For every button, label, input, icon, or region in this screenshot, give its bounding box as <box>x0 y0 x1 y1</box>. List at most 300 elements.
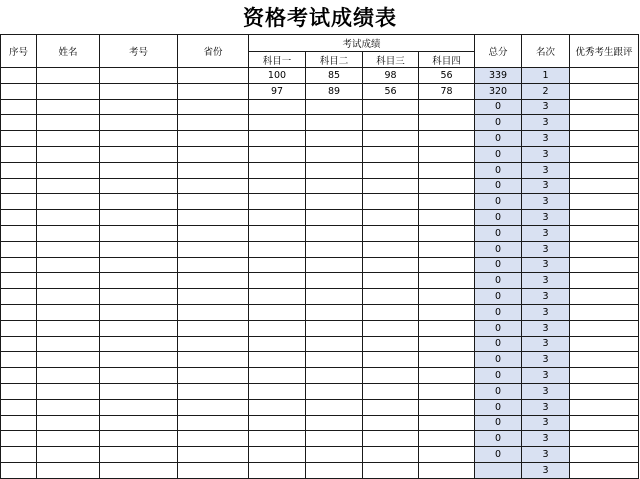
cell-seq[interactable] <box>1 241 37 257</box>
cell-total[interactable] <box>475 462 522 478</box>
cell-rank[interactable]: 3 <box>522 162 570 178</box>
cell-seq[interactable] <box>1 225 37 241</box>
cell-tracking[interactable] <box>570 162 639 178</box>
cell-total[interactable]: 0 <box>475 415 522 431</box>
cell-province[interactable] <box>178 399 249 415</box>
cell-subject1[interactable] <box>249 352 306 368</box>
cell-subject4[interactable] <box>419 462 475 478</box>
cell-province[interactable] <box>178 241 249 257</box>
cell-province[interactable] <box>178 304 249 320</box>
cell-rank[interactable]: 3 <box>522 368 570 384</box>
cell-subject3[interactable] <box>363 368 419 384</box>
cell-tracking[interactable] <box>570 352 639 368</box>
cell-province[interactable] <box>178 273 249 289</box>
cell-province[interactable] <box>178 131 249 147</box>
cell-province[interactable] <box>178 83 249 99</box>
cell-name[interactable] <box>37 115 100 131</box>
cell-rank[interactable]: 3 <box>522 115 570 131</box>
cell-tracking[interactable] <box>570 431 639 447</box>
cell-exam-no[interactable] <box>100 304 178 320</box>
cell-subject3[interactable]: 56 <box>363 83 419 99</box>
cell-name[interactable] <box>37 431 100 447</box>
cell-tracking[interactable] <box>570 241 639 257</box>
cell-tracking[interactable] <box>570 146 639 162</box>
cell-subject2[interactable] <box>306 194 363 210</box>
cell-exam-no[interactable] <box>100 178 178 194</box>
cell-total[interactable]: 0 <box>475 383 522 399</box>
cell-seq[interactable] <box>1 352 37 368</box>
cell-seq[interactable] <box>1 83 37 99</box>
cell-province[interactable] <box>178 225 249 241</box>
cell-subject3[interactable] <box>363 415 419 431</box>
cell-name[interactable] <box>37 462 100 478</box>
cell-subject2[interactable] <box>306 336 363 352</box>
cell-rank[interactable]: 3 <box>522 431 570 447</box>
cell-subject1[interactable]: 100 <box>249 68 306 84</box>
cell-seq[interactable] <box>1 415 37 431</box>
cell-name[interactable] <box>37 289 100 305</box>
cell-seq[interactable] <box>1 99 37 115</box>
cell-subject1[interactable] <box>249 178 306 194</box>
cell-province[interactable] <box>178 383 249 399</box>
cell-exam-no[interactable] <box>100 336 178 352</box>
cell-subject4[interactable]: 78 <box>419 83 475 99</box>
cell-exam-no[interactable] <box>100 399 178 415</box>
cell-total[interactable]: 0 <box>475 431 522 447</box>
cell-province[interactable] <box>178 194 249 210</box>
cell-subject1[interactable] <box>249 447 306 463</box>
cell-name[interactable] <box>37 447 100 463</box>
cell-name[interactable] <box>37 162 100 178</box>
cell-exam-no[interactable] <box>100 352 178 368</box>
cell-total[interactable]: 0 <box>475 241 522 257</box>
cell-tracking[interactable] <box>570 399 639 415</box>
cell-rank[interactable]: 3 <box>522 352 570 368</box>
cell-name[interactable] <box>37 178 100 194</box>
cell-rank[interactable]: 3 <box>522 194 570 210</box>
cell-subject2[interactable]: 85 <box>306 68 363 84</box>
cell-exam-no[interactable] <box>100 225 178 241</box>
cell-subject4[interactable] <box>419 146 475 162</box>
cell-province[interactable] <box>178 257 249 273</box>
cell-subject3[interactable] <box>363 336 419 352</box>
cell-total[interactable]: 0 <box>475 273 522 289</box>
cell-subject4[interactable] <box>419 447 475 463</box>
cell-exam-no[interactable] <box>100 162 178 178</box>
cell-subject3[interactable] <box>363 162 419 178</box>
cell-exam-no[interactable] <box>100 383 178 399</box>
cell-seq[interactable] <box>1 462 37 478</box>
cell-name[interactable] <box>37 99 100 115</box>
cell-subject1[interactable] <box>249 257 306 273</box>
cell-name[interactable] <box>37 257 100 273</box>
cell-subject4[interactable] <box>419 194 475 210</box>
cell-rank[interactable]: 3 <box>522 383 570 399</box>
cell-subject1[interactable] <box>249 131 306 147</box>
cell-tracking[interactable] <box>570 178 639 194</box>
cell-subject3[interactable]: 98 <box>363 68 419 84</box>
cell-name[interactable] <box>37 131 100 147</box>
cell-total[interactable]: 0 <box>475 257 522 273</box>
cell-subject3[interactable] <box>363 352 419 368</box>
cell-exam-no[interactable] <box>100 99 178 115</box>
cell-subject1[interactable] <box>249 383 306 399</box>
cell-subject1[interactable] <box>249 162 306 178</box>
cell-rank[interactable]: 3 <box>522 146 570 162</box>
cell-subject2[interactable] <box>306 447 363 463</box>
cell-subject3[interactable] <box>363 447 419 463</box>
cell-subject1[interactable] <box>249 368 306 384</box>
cell-subject4[interactable] <box>419 399 475 415</box>
cell-name[interactable] <box>37 368 100 384</box>
cell-rank[interactable]: 3 <box>522 289 570 305</box>
cell-rank[interactable]: 1 <box>522 68 570 84</box>
header-tracking[interactable]: 优秀考生跟评 <box>570 35 639 68</box>
header-rank[interactable]: 名次 <box>522 35 570 68</box>
cell-name[interactable] <box>37 241 100 257</box>
cell-subject2[interactable] <box>306 162 363 178</box>
cell-name[interactable] <box>37 225 100 241</box>
cell-tracking[interactable] <box>570 83 639 99</box>
cell-subject1[interactable] <box>249 210 306 226</box>
cell-tracking[interactable] <box>570 415 639 431</box>
cell-province[interactable] <box>178 415 249 431</box>
cell-subject4[interactable]: 56 <box>419 68 475 84</box>
cell-province[interactable] <box>178 289 249 305</box>
cell-subject4[interactable] <box>419 304 475 320</box>
cell-subject4[interactable] <box>419 289 475 305</box>
cell-subject1[interactable] <box>249 225 306 241</box>
cell-subject1[interactable] <box>249 146 306 162</box>
cell-subject3[interactable] <box>363 210 419 226</box>
cell-subject3[interactable] <box>363 115 419 131</box>
cell-subject4[interactable] <box>419 99 475 115</box>
header-province[interactable]: 省份 <box>178 35 249 68</box>
cell-seq[interactable] <box>1 257 37 273</box>
cell-rank[interactable]: 3 <box>522 415 570 431</box>
cell-subject4[interactable] <box>419 415 475 431</box>
cell-province[interactable] <box>178 68 249 84</box>
cell-subject4[interactable] <box>419 352 475 368</box>
cell-total[interactable]: 0 <box>475 352 522 368</box>
cell-tracking[interactable] <box>570 462 639 478</box>
cell-subject3[interactable] <box>363 225 419 241</box>
cell-province[interactable] <box>178 368 249 384</box>
cell-subject1[interactable] <box>249 304 306 320</box>
cell-subject1[interactable] <box>249 336 306 352</box>
cell-exam-no[interactable] <box>100 210 178 226</box>
cell-rank[interactable]: 3 <box>522 257 570 273</box>
cell-exam-no[interactable] <box>100 194 178 210</box>
cell-total[interactable]: 0 <box>475 131 522 147</box>
cell-rank[interactable]: 3 <box>522 210 570 226</box>
cell-tracking[interactable] <box>570 304 639 320</box>
cell-subject2[interactable] <box>306 415 363 431</box>
header-subject1[interactable]: 科目一 <box>249 52 306 68</box>
cell-total[interactable]: 0 <box>475 162 522 178</box>
cell-exam-no[interactable] <box>100 115 178 131</box>
cell-subject1[interactable] <box>249 241 306 257</box>
cell-subject1[interactable] <box>249 431 306 447</box>
cell-subject3[interactable] <box>363 131 419 147</box>
cell-subject3[interactable] <box>363 399 419 415</box>
cell-seq[interactable] <box>1 194 37 210</box>
cell-province[interactable] <box>178 115 249 131</box>
cell-seq[interactable] <box>1 304 37 320</box>
cell-rank[interactable]: 3 <box>522 399 570 415</box>
cell-subject3[interactable] <box>363 304 419 320</box>
cell-tracking[interactable] <box>570 383 639 399</box>
cell-subject1[interactable] <box>249 194 306 210</box>
cell-seq[interactable] <box>1 368 37 384</box>
cell-total[interactable]: 320 <box>475 83 522 99</box>
cell-subject4[interactable] <box>419 178 475 194</box>
cell-subject4[interactable] <box>419 273 475 289</box>
cell-total[interactable]: 0 <box>475 304 522 320</box>
cell-name[interactable] <box>37 194 100 210</box>
cell-tracking[interactable] <box>570 257 639 273</box>
cell-subject1[interactable] <box>249 415 306 431</box>
cell-exam-no[interactable] <box>100 431 178 447</box>
cell-subject2[interactable] <box>306 368 363 384</box>
cell-exam-no[interactable] <box>100 83 178 99</box>
cell-exam-no[interactable] <box>100 368 178 384</box>
cell-subject1[interactable] <box>249 399 306 415</box>
cell-subject3[interactable] <box>363 273 419 289</box>
cell-rank[interactable]: 3 <box>522 225 570 241</box>
cell-province[interactable] <box>178 210 249 226</box>
header-exam-no[interactable]: 考号 <box>100 35 178 68</box>
cell-name[interactable] <box>37 415 100 431</box>
cell-tracking[interactable] <box>570 368 639 384</box>
cell-total[interactable]: 0 <box>475 336 522 352</box>
cell-rank[interactable]: 2 <box>522 83 570 99</box>
cell-tracking[interactable] <box>570 273 639 289</box>
cell-rank[interactable]: 3 <box>522 447 570 463</box>
cell-total[interactable]: 0 <box>475 225 522 241</box>
cell-name[interactable] <box>37 320 100 336</box>
cell-total[interactable]: 339 <box>475 68 522 84</box>
cell-subject3[interactable] <box>363 431 419 447</box>
cell-subject3[interactable] <box>363 257 419 273</box>
cell-tracking[interactable] <box>570 447 639 463</box>
cell-rank[interactable]: 3 <box>522 131 570 147</box>
cell-subject4[interactable] <box>419 431 475 447</box>
cell-province[interactable] <box>178 320 249 336</box>
cell-subject3[interactable] <box>363 178 419 194</box>
cell-subject3[interactable] <box>363 289 419 305</box>
cell-seq[interactable] <box>1 399 37 415</box>
header-subject3[interactable]: 科目三 <box>363 52 419 68</box>
cell-tracking[interactable] <box>570 225 639 241</box>
cell-subject2[interactable] <box>306 399 363 415</box>
cell-exam-no[interactable] <box>100 68 178 84</box>
cell-exam-no[interactable] <box>100 273 178 289</box>
cell-subject4[interactable] <box>419 131 475 147</box>
cell-seq[interactable] <box>1 431 37 447</box>
cell-total[interactable]: 0 <box>475 178 522 194</box>
cell-subject3[interactable] <box>363 462 419 478</box>
cell-total[interactable]: 0 <box>475 210 522 226</box>
cell-seq[interactable] <box>1 162 37 178</box>
header-seq[interactable]: 序号 <box>1 35 37 68</box>
cell-name[interactable] <box>37 210 100 226</box>
cell-subject2[interactable] <box>306 320 363 336</box>
cell-seq[interactable] <box>1 383 37 399</box>
cell-tracking[interactable] <box>570 68 639 84</box>
cell-tracking[interactable] <box>570 320 639 336</box>
cell-subject2[interactable] <box>306 304 363 320</box>
cell-province[interactable] <box>178 178 249 194</box>
cell-rank[interactable]: 3 <box>522 304 570 320</box>
cell-name[interactable] <box>37 336 100 352</box>
cell-seq[interactable] <box>1 336 37 352</box>
cell-subject2[interactable] <box>306 462 363 478</box>
cell-subject4[interactable] <box>419 336 475 352</box>
cell-province[interactable] <box>178 352 249 368</box>
cell-exam-no[interactable] <box>100 447 178 463</box>
cell-rank[interactable]: 3 <box>522 178 570 194</box>
cell-tracking[interactable] <box>570 131 639 147</box>
cell-province[interactable] <box>178 162 249 178</box>
cell-subject2[interactable] <box>306 289 363 305</box>
cell-exam-no[interactable] <box>100 320 178 336</box>
cell-subject1[interactable] <box>249 273 306 289</box>
cell-subject1[interactable] <box>249 289 306 305</box>
cell-subject3[interactable] <box>363 99 419 115</box>
cell-seq[interactable] <box>1 146 37 162</box>
cell-exam-no[interactable] <box>100 146 178 162</box>
cell-subject1[interactable] <box>249 115 306 131</box>
cell-subject2[interactable]: 89 <box>306 83 363 99</box>
cell-tracking[interactable] <box>570 289 639 305</box>
cell-total[interactable]: 0 <box>475 194 522 210</box>
cell-rank[interactable]: 3 <box>522 99 570 115</box>
cell-tracking[interactable] <box>570 99 639 115</box>
cell-subject4[interactable] <box>419 162 475 178</box>
cell-total[interactable]: 0 <box>475 399 522 415</box>
cell-subject1[interactable] <box>249 99 306 115</box>
cell-province[interactable] <box>178 447 249 463</box>
cell-province[interactable] <box>178 336 249 352</box>
cell-subject1[interactable]: 97 <box>249 83 306 99</box>
table-row <box>1 146 639 162</box>
header-total[interactable]: 总分 <box>475 35 522 68</box>
header-scores-group[interactable]: 考试成绩 <box>249 35 475 52</box>
cell-seq[interactable] <box>1 115 37 131</box>
cell-subject1[interactable] <box>249 320 306 336</box>
cell-exam-no[interactable] <box>100 289 178 305</box>
cell-subject2[interactable] <box>306 383 363 399</box>
cell-subject3[interactable] <box>363 146 419 162</box>
cell-subject2[interactable] <box>306 131 363 147</box>
cell-exam-no[interactable] <box>100 131 178 147</box>
cell-subject2[interactable] <box>306 115 363 131</box>
cell-name[interactable] <box>37 383 100 399</box>
cell-subject3[interactable] <box>363 241 419 257</box>
header-name[interactable]: 姓名 <box>37 35 100 68</box>
cell-province[interactable] <box>178 99 249 115</box>
cell-seq[interactable] <box>1 273 37 289</box>
cell-subject2[interactable] <box>306 241 363 257</box>
cell-subject2[interactable] <box>306 431 363 447</box>
cell-tracking[interactable] <box>570 194 639 210</box>
cell-rank[interactable]: 3 <box>522 320 570 336</box>
cell-seq[interactable] <box>1 289 37 305</box>
cell-subject2[interactable] <box>306 99 363 115</box>
cell-tracking[interactable] <box>570 210 639 226</box>
header-subject2[interactable]: 科目二 <box>306 52 363 68</box>
cell-rank[interactable]: 3 <box>522 273 570 289</box>
cell-subject3[interactable] <box>363 320 419 336</box>
cell-subject2[interactable] <box>306 352 363 368</box>
cell-name[interactable] <box>37 68 100 84</box>
cell-tracking[interactable] <box>570 336 639 352</box>
cell-subject3[interactable] <box>363 194 419 210</box>
cell-subject2[interactable] <box>306 273 363 289</box>
cell-subject4[interactable] <box>419 368 475 384</box>
cell-seq[interactable] <box>1 178 37 194</box>
cell-name[interactable] <box>37 352 100 368</box>
cell-seq[interactable] <box>1 210 37 226</box>
cell-seq[interactable] <box>1 320 37 336</box>
cell-province[interactable] <box>178 146 249 162</box>
cell-subject2[interactable] <box>306 210 363 226</box>
cell-rank[interactable]: 3 <box>522 462 570 478</box>
cell-subject4[interactable] <box>419 257 475 273</box>
cell-subject4[interactable] <box>419 115 475 131</box>
cell-exam-no[interactable] <box>100 462 178 478</box>
cell-subject2[interactable] <box>306 146 363 162</box>
cell-exam-no[interactable] <box>100 257 178 273</box>
cell-exam-no[interactable] <box>100 415 178 431</box>
cell-subject2[interactable] <box>306 225 363 241</box>
cell-total[interactable]: 0 <box>475 146 522 162</box>
cell-total[interactable]: 0 <box>475 99 522 115</box>
cell-name[interactable] <box>37 146 100 162</box>
cell-name[interactable] <box>37 273 100 289</box>
cell-subject1[interactable] <box>249 462 306 478</box>
cell-total[interactable]: 0 <box>475 447 522 463</box>
cell-subject4[interactable] <box>419 383 475 399</box>
cell-province[interactable] <box>178 462 249 478</box>
cell-exam-no[interactable] <box>100 241 178 257</box>
cell-subject2[interactable] <box>306 178 363 194</box>
cell-rank[interactable]: 3 <box>522 336 570 352</box>
cell-rank[interactable]: 3 <box>522 241 570 257</box>
cell-subject3[interactable] <box>363 383 419 399</box>
cell-seq[interactable] <box>1 68 37 84</box>
header-subject4[interactable]: 科目四 <box>419 52 475 68</box>
cell-subject2[interactable] <box>306 257 363 273</box>
cell-total[interactable]: 0 <box>475 115 522 131</box>
cell-name[interactable] <box>37 304 100 320</box>
cell-tracking[interactable] <box>570 115 639 131</box>
cell-seq[interactable] <box>1 447 37 463</box>
cell-name[interactable] <box>37 399 100 415</box>
table-row <box>1 68 639 84</box>
cell-subject4[interactable] <box>419 320 475 336</box>
cell-subject4[interactable] <box>419 225 475 241</box>
cell-name[interactable] <box>37 83 100 99</box>
cell-subject4[interactable] <box>419 210 475 226</box>
cell-seq[interactable] <box>1 131 37 147</box>
cell-subject4[interactable] <box>419 241 475 257</box>
cell-total[interactable]: 0 <box>475 368 522 384</box>
cell-total[interactable]: 0 <box>475 289 522 305</box>
cell-province[interactable] <box>178 431 249 447</box>
cell-total[interactable]: 0 <box>475 320 522 336</box>
